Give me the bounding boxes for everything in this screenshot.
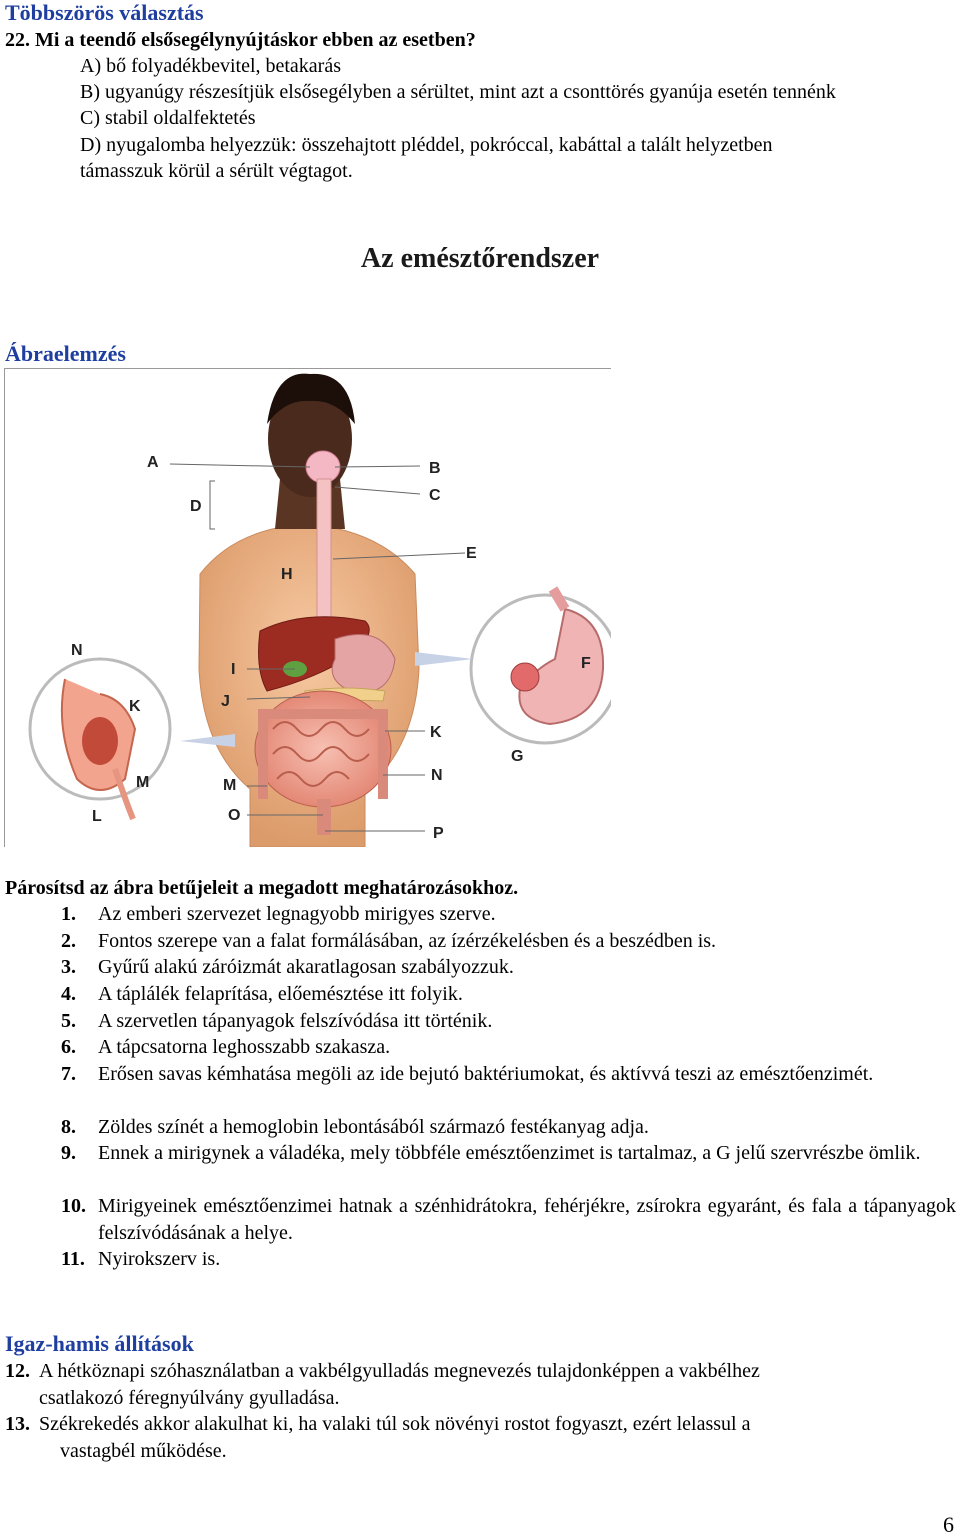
- statement-text-continuation: csatlakozó féregnyúlvány gyulladása.: [39, 1387, 340, 1409]
- item-number: 6.: [61, 1036, 76, 1058]
- item-number: 10.: [61, 1195, 86, 1217]
- label-n-inset: N: [71, 642, 83, 659]
- item-text: Mirigyeinek emésztőenzimei hatnak a szénhidrátokra, fehérjékre, zsírokra egyaránt, és fala a tápanyagok felszívódásának a helye.: [98, 1195, 956, 1244]
- label-e: E: [466, 545, 477, 562]
- label-m: M: [223, 777, 237, 794]
- item-text: Az emberi szervezet legnagyobb mirigyes szerve.: [98, 903, 496, 925]
- item-text: A tápcsatorna leghosszabb szakasza.: [98, 1036, 391, 1058]
- label-h: H: [281, 566, 293, 583]
- label-j: J: [221, 693, 230, 710]
- label-o: O: [228, 807, 241, 824]
- item-number: 5.: [61, 1010, 76, 1032]
- question-22: 22. Mi a teendő elsősegélynyújtáskor ebben az esetben?: [5, 29, 476, 51]
- option-d-continuation: támasszuk körül a sérült végtagot.: [80, 160, 353, 182]
- item-text: Ennek a mirigynek a váladéka, mely többféle emésztőenzimet is tartalmaz, a G jelű szervrészbe ömlik.: [98, 1142, 921, 1164]
- salivary-area: [306, 451, 340, 483]
- option-d: D) nyugalomba helyezzük: összehajtott pléddel, pokróccal, kabáttal a talált helyzetben: [80, 134, 773, 156]
- item-text: Nyirokszerv is.: [98, 1248, 221, 1270]
- label-l: L: [92, 808, 102, 825]
- inset-ileum-shape: [82, 717, 118, 765]
- digestive-system-illustration: [5, 369, 611, 847]
- option-b: B) ugyanúgy részesítjük elsősegélyben a sérültet, mint azt a csonttörés gyanúja esetén tennénk: [80, 81, 836, 103]
- matching-instruction: Párosítsd az ábra betűjeleit a megadott meghatározásokhoz.: [5, 877, 519, 899]
- label-p: P: [433, 825, 444, 842]
- item-number: 11.: [61, 1248, 85, 1270]
- item-text: A szervetlen tápanyagok felszívódása itt történik.: [98, 1010, 493, 1032]
- item-number: 1.: [61, 903, 76, 925]
- label-k: K: [430, 724, 442, 741]
- chapter-title: Az emésztőrendszer: [360, 243, 600, 274]
- item-number: 7.: [61, 1063, 76, 1085]
- label-k-inset: K: [129, 698, 141, 715]
- statement-text: Székrekedés akkor alakulhat ki, ha valaki túl sok növényi rostot fogyaszt, ezért lelassul a: [39, 1413, 751, 1435]
- statement-text: A hétköznapi szóhasználatban a vakbélgyulladás megnevezés tulajdonképpen a vakbélhez: [39, 1360, 760, 1382]
- label-c: C: [429, 487, 441, 504]
- section-heading-multiple-choice: Többszörös választás: [5, 0, 204, 25]
- item-number: 8.: [61, 1116, 76, 1138]
- item-number: 3.: [61, 956, 76, 978]
- statement-number: 13.: [5, 1413, 30, 1435]
- label-f: F: [581, 655, 591, 672]
- intestines-shape: [255, 691, 391, 807]
- label-i: I: [231, 661, 236, 678]
- item-text: A táplálék felaprítása, előemésztése itt folyik.: [98, 983, 463, 1005]
- item-text: Gyűrű alakú záróizmát akaratlagosan szabályozzuk.: [98, 956, 514, 978]
- section-heading-figure-analysis: Ábraelemzés: [5, 341, 126, 366]
- label-a: A: [147, 454, 159, 471]
- option-a: A) bő folyadékbevitel, betakarás: [80, 55, 342, 77]
- arrow-right-inset: [415, 652, 473, 666]
- inset-pylorus-shape: [511, 663, 539, 691]
- arrow-left-inset: [180, 734, 235, 747]
- label-b: B: [429, 460, 441, 477]
- option-c: C) stabil oldalfektetés: [80, 107, 256, 129]
- rectum-shape: [317, 799, 331, 835]
- label-m-inset: M: [136, 774, 150, 791]
- section-heading-true-false: Igaz-hamis állítások: [5, 1331, 194, 1356]
- item-number: 9.: [61, 1142, 76, 1164]
- item-text: Zöldes színét a hemoglobin lebontásából származó festékanyag adja.: [98, 1116, 649, 1138]
- item-text: Fontos szerepe van a falat formálásában, az ízérzékelésben és a beszédben is.: [98, 930, 717, 952]
- label-d: D: [190, 498, 202, 515]
- digestive-system-figure: [4, 368, 611, 847]
- item-text: Erősen savas kémhatása megöli az ide bejutó baktériumokat, és aktívvá teszi az emésztőenzimét.: [98, 1063, 874, 1085]
- page-number: 6: [943, 1512, 954, 1537]
- item-number: 2.: [61, 930, 76, 952]
- label-g: G: [511, 748, 524, 765]
- item-number: 4.: [61, 983, 76, 1005]
- statement-number: 12.: [5, 1360, 30, 1382]
- esophagus-shape: [317, 479, 331, 639]
- statement-text-continuation: vastagbél működése.: [60, 1440, 227, 1462]
- label-n: N: [431, 767, 443, 784]
